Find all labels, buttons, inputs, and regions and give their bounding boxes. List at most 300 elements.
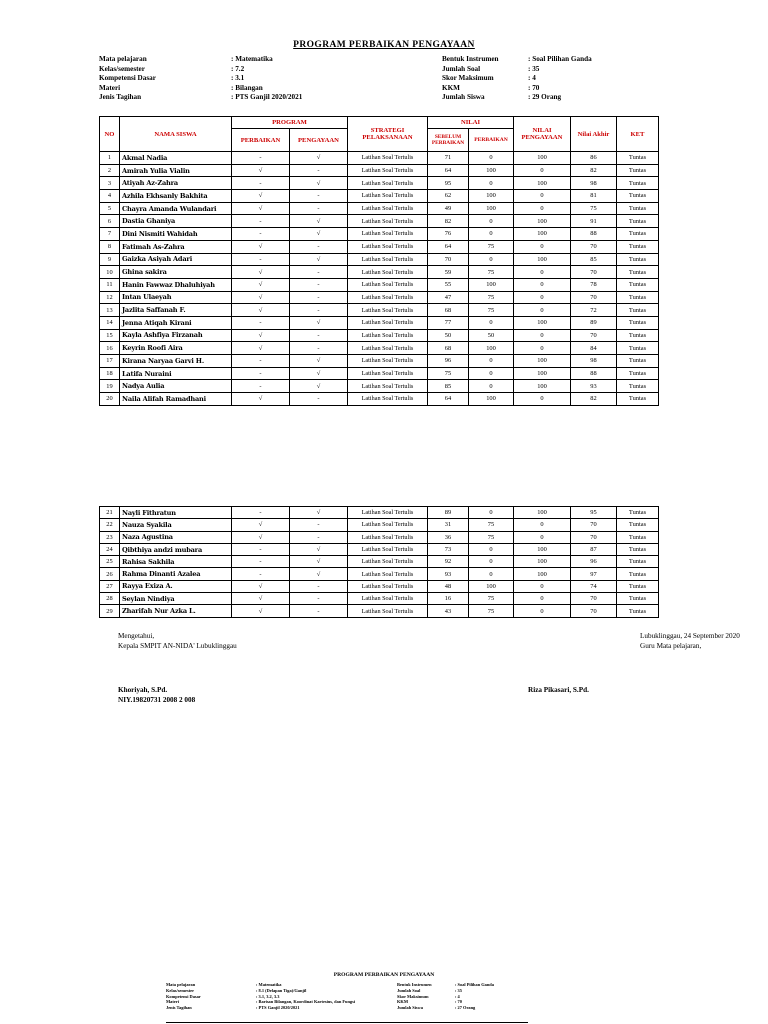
pengayaan-mark: √ xyxy=(290,367,348,380)
perbaikan-mark: √ xyxy=(232,304,290,317)
row-number: 5 xyxy=(100,202,120,215)
strategy-cell: Latihan Soal Tertulis xyxy=(348,519,428,531)
table-row xyxy=(100,355,659,368)
status-cell: Tuntas xyxy=(617,380,659,393)
score-remedial: 0 xyxy=(469,556,514,568)
table-row xyxy=(100,190,659,203)
final-score: 87 xyxy=(571,543,617,555)
score-before: 43 xyxy=(428,605,469,617)
perbaikan-mark: √ xyxy=(232,531,290,543)
meta-key: Jumlah Soal xyxy=(442,64,481,73)
score-remedial: 0 xyxy=(469,355,514,368)
score-before: 48 xyxy=(428,580,469,592)
score-before: 93 xyxy=(428,568,469,580)
student-name: Nauza Syakila xyxy=(120,519,232,531)
score-enrichment: 0 xyxy=(514,240,571,253)
pengayaan-mark: - xyxy=(290,580,348,592)
meta-key: Mata pelajaran xyxy=(99,55,147,63)
score-enrichment: 100 xyxy=(514,177,571,190)
meta-key: KKM xyxy=(442,83,460,92)
score-enrichment: 100 xyxy=(514,380,571,393)
meta-value: : PTS Ganjil 2020/2021 xyxy=(231,93,303,102)
row-number: 24 xyxy=(100,543,120,555)
status-cell: Tuntas xyxy=(617,190,659,203)
table-row xyxy=(100,568,659,580)
status-cell: Tuntas xyxy=(617,202,659,215)
row-number: 21 xyxy=(100,507,120,519)
final-score: 70 xyxy=(571,240,617,253)
pengayaan-mark: √ xyxy=(290,316,348,329)
table-row xyxy=(100,519,659,531)
meta-key: Kelas/semester xyxy=(99,64,145,73)
student-name: Jenna Atiqah Kirani xyxy=(120,316,232,329)
teacher-title: Guru Mata pelajaran, xyxy=(640,642,702,650)
meta-key: Kompetensi Dasar xyxy=(99,74,156,83)
final-score: 70 xyxy=(571,519,617,531)
score-enrichment: 0 xyxy=(514,304,571,317)
strategy-cell: Latihan Soal Tertulis xyxy=(348,543,428,555)
student-name: Qibthiya andzi mubara xyxy=(120,543,232,555)
perbaikan-mark: - xyxy=(232,543,290,555)
pengayaan-mark: - xyxy=(290,342,348,355)
status-cell: Tuntas xyxy=(617,367,659,380)
student-name: Nadya Aulia xyxy=(120,380,232,393)
col-final-header: Nilai Akhir xyxy=(571,117,617,152)
meta-key: KKM xyxy=(397,999,408,1005)
strategy-cell: Latihan Soal Tertulis xyxy=(348,580,428,592)
row-number: 20 xyxy=(100,393,120,406)
strategy-cell: Latihan Soal Tertulis xyxy=(348,605,428,617)
score-enrichment: 0 xyxy=(514,393,571,406)
score-before: 16 xyxy=(428,593,469,605)
pengayaan-mark: √ xyxy=(290,215,348,228)
meta-value: : Matematika xyxy=(231,55,273,63)
final-score: 70 xyxy=(571,531,617,543)
final-score: 95 xyxy=(571,507,617,519)
pengayaan-mark: - xyxy=(290,266,348,279)
score-remedial: 75 xyxy=(469,240,514,253)
score-enrichment: 0 xyxy=(514,519,571,531)
student-name: Kayla Ashfiya Firzanah xyxy=(120,329,232,342)
final-score: 75 xyxy=(571,202,617,215)
pengayaan-mark: √ xyxy=(290,568,348,580)
meta-key: Kelas/semester xyxy=(166,987,195,993)
student-name: Dini Nismiti Wahidah xyxy=(120,228,232,241)
pengayaan-mark: √ xyxy=(290,380,348,393)
meta-value: : 4 xyxy=(455,993,460,999)
teacher-name: Riza Pikasari, S.Pd. xyxy=(528,686,589,694)
status-cell: Tuntas xyxy=(617,531,659,543)
table-row xyxy=(100,556,659,568)
pengayaan-mark: - xyxy=(290,202,348,215)
table-row xyxy=(100,215,659,228)
pengayaan-mark: - xyxy=(290,393,348,406)
score-remedial: 0 xyxy=(469,543,514,555)
table-row xyxy=(100,202,659,215)
strategy-cell: Latihan Soal Tertulis xyxy=(348,266,428,279)
score-enrichment: 100 xyxy=(514,253,571,266)
table-row xyxy=(100,164,659,177)
student-name: Nayli Fithratun xyxy=(120,507,232,519)
signature-right xyxy=(640,631,740,651)
perbaikan-mark: √ xyxy=(232,291,290,304)
strategy-cell: Latihan Soal Tertulis xyxy=(348,556,428,568)
row-number: 8 xyxy=(100,240,120,253)
strategy-cell: Latihan Soal Tertulis xyxy=(348,253,428,266)
row-number: 23 xyxy=(100,531,120,543)
row-number: 2 xyxy=(100,164,120,177)
score-enrichment: 0 xyxy=(514,342,571,355)
final-score: 70 xyxy=(571,266,617,279)
perbaikan-mark: - xyxy=(232,367,290,380)
final-score: 96 xyxy=(571,556,617,568)
strategy-cell: Latihan Soal Tertulis xyxy=(348,342,428,355)
strategy-cell: Latihan Soal Tertulis xyxy=(348,278,428,291)
score-remedial: 100 xyxy=(469,393,514,406)
status-cell: Tuntas xyxy=(617,266,659,279)
row-number: 29 xyxy=(100,605,120,617)
status-cell: Tuntas xyxy=(617,543,659,555)
perbaikan-mark: √ xyxy=(232,202,290,215)
score-remedial: 100 xyxy=(469,278,514,291)
final-score: 82 xyxy=(571,164,617,177)
status-cell: Tuntas xyxy=(617,342,659,355)
strategy-cell: Latihan Soal Tertulis xyxy=(348,215,428,228)
student-name: Rahma Dinanti Azalea xyxy=(120,568,232,580)
perbaikan-mark: - xyxy=(232,507,290,519)
status-cell: Tuntas xyxy=(617,580,659,592)
score-enrichment: 100 xyxy=(514,355,571,368)
final-score: 78 xyxy=(571,278,617,291)
score-before: 64 xyxy=(428,164,469,177)
principal-id: NIY.19820731 2008 2 008 xyxy=(118,696,196,704)
student-name: Chayra Amanda Wulandari xyxy=(120,202,232,215)
pengayaan-mark: - xyxy=(290,519,348,531)
table-row xyxy=(100,531,659,543)
strategy-cell: Latihan Soal Tertulis xyxy=(348,568,428,580)
status-cell: Tuntas xyxy=(617,253,659,266)
status-cell: Tuntas xyxy=(617,519,659,531)
student-name: Gaizka Asiyah Adari xyxy=(120,253,232,266)
strategy-cell: Latihan Soal Tertulis xyxy=(348,152,428,165)
status-cell: Tuntas xyxy=(617,393,659,406)
final-score: 89 xyxy=(571,316,617,329)
row-number: 11 xyxy=(100,278,120,291)
perbaikan-mark: - xyxy=(232,316,290,329)
score-remedial: 75 xyxy=(469,605,514,617)
meta-key: Bentuk Instrumen xyxy=(397,982,432,987)
pengayaan-mark: - xyxy=(290,291,348,304)
perbaikan-mark: √ xyxy=(232,190,290,203)
student-name: Seylan Nindiya xyxy=(120,593,232,605)
table-row xyxy=(100,593,659,605)
score-before: 49 xyxy=(428,202,469,215)
student-name: Azhila Ekhsanly Bakhita xyxy=(120,190,232,203)
table-row xyxy=(100,253,659,266)
strategy-cell: Latihan Soal Tertulis xyxy=(348,228,428,241)
strategy-cell: Latihan Soal Tertulis xyxy=(348,367,428,380)
perbaikan-mark: √ xyxy=(232,278,290,291)
col-program-header: PROGRAM xyxy=(232,117,348,129)
meta-key: Skor Maksimum xyxy=(397,993,429,999)
score-enrichment: 0 xyxy=(514,190,571,203)
table-row xyxy=(100,177,659,190)
score-enrichment: 100 xyxy=(514,568,571,580)
status-cell: Tuntas xyxy=(617,177,659,190)
place-date: Lubuklinggau, 24 September 2020 xyxy=(640,632,740,640)
col-strategy-header: STRATEGI PELAKSANAAN xyxy=(348,117,428,152)
status-cell: Tuntas xyxy=(617,568,659,580)
score-enrichment: 0 xyxy=(514,531,571,543)
page-title: PROGRAM PERBAIKAN PENGAYAAN xyxy=(293,40,475,50)
meta-value: : 4 xyxy=(528,74,536,83)
table-row xyxy=(100,393,659,406)
score-before: 82 xyxy=(428,215,469,228)
meta-key: Jumlah Siswa xyxy=(442,93,485,102)
row-number: 19 xyxy=(100,380,120,393)
score-before: 36 xyxy=(428,531,469,543)
perbaikan-mark: √ xyxy=(232,329,290,342)
meta-value: : Matematika xyxy=(256,982,282,987)
pengayaan-mark: - xyxy=(290,164,348,177)
final-score: 70 xyxy=(571,605,617,617)
principal-name: Khoriyah, S.Pd. xyxy=(118,686,168,694)
strategy-cell: Latihan Soal Tertulis xyxy=(348,190,428,203)
final-score: 86 xyxy=(571,152,617,165)
row-number: 17 xyxy=(100,355,120,368)
signature-left xyxy=(118,631,237,651)
pengayaan-mark: √ xyxy=(290,253,348,266)
col-nilai-pengayaan-header: NILAI PENGAYAAN xyxy=(514,117,571,152)
meta-value: : 7.2 xyxy=(231,64,245,73)
meta-value: : Bilangan xyxy=(231,83,263,92)
perbaikan-mark: - xyxy=(232,380,290,393)
score-enrichment: 100 xyxy=(514,152,571,165)
student-name: Keyrin Roofi Aira xyxy=(120,342,232,355)
perbaikan-mark: √ xyxy=(232,580,290,592)
meta-key: Jumlah Soal xyxy=(397,987,421,993)
pengayaan-mark: - xyxy=(290,278,348,291)
row-number: 10 xyxy=(100,266,120,279)
score-remedial: 0 xyxy=(469,380,514,393)
meta-value: : PTS Ganjil 2020/2021 xyxy=(256,1005,300,1011)
score-enrichment: 0 xyxy=(514,202,571,215)
table-body xyxy=(100,152,659,406)
strategy-cell: Latihan Soal Tertulis xyxy=(348,507,428,519)
score-remedial: 75 xyxy=(469,291,514,304)
perbaikan-mark: √ xyxy=(232,393,290,406)
final-score: 70 xyxy=(571,329,617,342)
row-number: 28 xyxy=(100,593,120,605)
final-score: 97 xyxy=(571,568,617,580)
score-enrichment: 0 xyxy=(514,580,571,592)
table-row xyxy=(100,367,659,380)
perbaikan-mark: √ xyxy=(232,240,290,253)
table-row xyxy=(100,329,659,342)
score-remedial: 0 xyxy=(469,253,514,266)
score-before: 70 xyxy=(428,253,469,266)
score-enrichment: 100 xyxy=(514,556,571,568)
student-name: Ghina sakira xyxy=(120,266,232,279)
pengayaan-mark: - xyxy=(290,304,348,317)
meta-value: : Barisan Bilangan, Koordinat Kartesius, dan Fungsi xyxy=(256,999,356,1005)
score-before: 95 xyxy=(428,177,469,190)
pengayaan-mark: - xyxy=(290,190,348,203)
score-before: 85 xyxy=(428,380,469,393)
row-number: 3 xyxy=(100,177,120,190)
status-cell: Tuntas xyxy=(617,304,659,317)
score-before: 68 xyxy=(428,304,469,317)
student-name: Latifa Nuraini xyxy=(120,367,232,380)
score-remedial: 0 xyxy=(469,177,514,190)
final-score: 72 xyxy=(571,304,617,317)
pengayaan-mark: √ xyxy=(290,177,348,190)
meta-value: : 35 xyxy=(455,987,462,993)
perbaikan-mark: - xyxy=(232,215,290,228)
table-row xyxy=(100,240,659,253)
score-enrichment: 100 xyxy=(514,367,571,380)
score-remedial: 0 xyxy=(469,152,514,165)
score-enrichment: 0 xyxy=(514,164,571,177)
final-score: 88 xyxy=(571,367,617,380)
score-remedial: 100 xyxy=(469,202,514,215)
status-cell: Tuntas xyxy=(617,593,659,605)
perbaikan-mark: √ xyxy=(232,519,290,531)
perbaikan-mark: - xyxy=(232,228,290,241)
score-enrichment: 100 xyxy=(514,228,571,241)
table-row xyxy=(100,580,659,592)
strategy-cell: Latihan Soal Tertulis xyxy=(348,240,428,253)
student-name: Naza Agustina xyxy=(120,531,232,543)
final-score: 91 xyxy=(571,215,617,228)
next-page-meta-left xyxy=(166,982,355,1011)
meta-key: Jenis Tagihan xyxy=(99,93,142,102)
strategy-cell: Latihan Soal Tertulis xyxy=(348,304,428,317)
score-before: 75 xyxy=(428,367,469,380)
status-cell: Tuntas xyxy=(617,240,659,253)
table-row xyxy=(100,228,659,241)
score-remedial: 50 xyxy=(469,329,514,342)
row-number: 4 xyxy=(100,190,120,203)
col-name-header: NAMA SISWA xyxy=(120,117,232,152)
meta-right xyxy=(442,55,592,103)
student-name: Naila Alifah Ramadhani xyxy=(120,393,232,406)
col-ket-header: KET xyxy=(617,117,659,152)
table-body xyxy=(100,507,659,618)
row-number: 14 xyxy=(100,316,120,329)
score-remedial: 0 xyxy=(469,316,514,329)
status-cell: Tuntas xyxy=(617,215,659,228)
student-table-continued xyxy=(99,506,659,618)
perbaikan-mark: - xyxy=(232,556,290,568)
next-page-meta-right xyxy=(397,982,494,1011)
score-before: 31 xyxy=(428,519,469,531)
meta-key: Materi xyxy=(99,83,121,92)
student-name: Amirah Yulia Vialin xyxy=(120,164,232,177)
pengayaan-mark: √ xyxy=(290,355,348,368)
strategy-cell: Latihan Soal Tertulis xyxy=(348,329,428,342)
strategy-cell: Latihan Soal Tertulis xyxy=(348,355,428,368)
status-cell: Tuntas xyxy=(617,152,659,165)
row-number: 18 xyxy=(100,367,120,380)
col-pengayaan-header: PENGAYAAN xyxy=(290,129,348,152)
meta-value: : 27 Orang xyxy=(455,1005,476,1011)
final-score: 93 xyxy=(571,380,617,393)
signature-left-name xyxy=(118,685,195,705)
status-cell: Tuntas xyxy=(617,228,659,241)
strategy-cell: Latihan Soal Tertulis xyxy=(348,393,428,406)
row-number: 7 xyxy=(100,228,120,241)
score-before: 59 xyxy=(428,266,469,279)
perbaikan-mark: √ xyxy=(232,593,290,605)
pengayaan-mark: - xyxy=(290,593,348,605)
pengayaan-mark: √ xyxy=(290,543,348,555)
table-row xyxy=(100,380,659,393)
table-row xyxy=(100,278,659,291)
final-score: 88 xyxy=(571,228,617,241)
perbaikan-mark: - xyxy=(232,568,290,580)
perbaikan-mark: - xyxy=(232,152,290,165)
meta-value: : 8.1 (Delapan Tiga)/Ganjil xyxy=(256,987,307,993)
strategy-cell: Latihan Soal Tertulis xyxy=(348,177,428,190)
row-number: 16 xyxy=(100,342,120,355)
next-page-title: PROGRAM PERBAIKAN PENGAYAAN xyxy=(333,972,435,978)
row-number: 25 xyxy=(100,556,120,568)
strategy-cell: Latihan Soal Tertulis xyxy=(348,316,428,329)
score-before: 62 xyxy=(428,190,469,203)
perbaikan-mark: √ xyxy=(232,266,290,279)
meta-key: Skor Maksimum xyxy=(442,74,494,83)
perbaikan-mark: - xyxy=(232,253,290,266)
score-remedial: 100 xyxy=(469,164,514,177)
table-row xyxy=(100,266,659,279)
score-enrichment: 0 xyxy=(514,291,571,304)
col-perbaikan-header: PERBAIKAN xyxy=(232,129,290,152)
student-name: Kirana Naryaa Garvi H. xyxy=(120,355,232,368)
col-sebelum-header: SEBELUM PERBAIKAN xyxy=(428,129,469,152)
table-row xyxy=(100,507,659,519)
meta-left xyxy=(99,55,302,103)
status-cell: Tuntas xyxy=(617,278,659,291)
score-remedial: 100 xyxy=(469,580,514,592)
score-before: 71 xyxy=(428,152,469,165)
final-score: 70 xyxy=(571,593,617,605)
final-score: 70 xyxy=(571,291,617,304)
score-enrichment: 0 xyxy=(514,605,571,617)
table-row xyxy=(100,152,659,165)
score-enrichment: 0 xyxy=(514,278,571,291)
col-perbaikan-nilai-header: PERBAIKAN xyxy=(469,129,514,152)
strategy-cell: Latihan Soal Tertulis xyxy=(348,593,428,605)
strategy-cell: Latihan Soal Tertulis xyxy=(348,164,428,177)
pengayaan-mark: √ xyxy=(290,556,348,568)
status-cell: Tuntas xyxy=(617,556,659,568)
student-name: Intan Ulaeyah xyxy=(120,291,232,304)
score-enrichment: 0 xyxy=(514,329,571,342)
student-name: Hanin Fawwaz Dhaluhiyah xyxy=(120,278,232,291)
student-name: Akmal Nadia xyxy=(120,152,232,165)
meta-key: Mata pelajaran xyxy=(166,982,196,987)
row-number: 9 xyxy=(100,253,120,266)
student-table xyxy=(99,116,659,406)
row-number: 12 xyxy=(100,291,120,304)
final-score: 74 xyxy=(571,580,617,592)
row-number: 6 xyxy=(100,215,120,228)
pengayaan-mark: √ xyxy=(290,507,348,519)
meta-key: Bentuk Instrumen xyxy=(442,55,499,63)
pengayaan-mark: √ xyxy=(290,152,348,165)
meta-key: Kompetensi Dasar xyxy=(166,993,201,999)
